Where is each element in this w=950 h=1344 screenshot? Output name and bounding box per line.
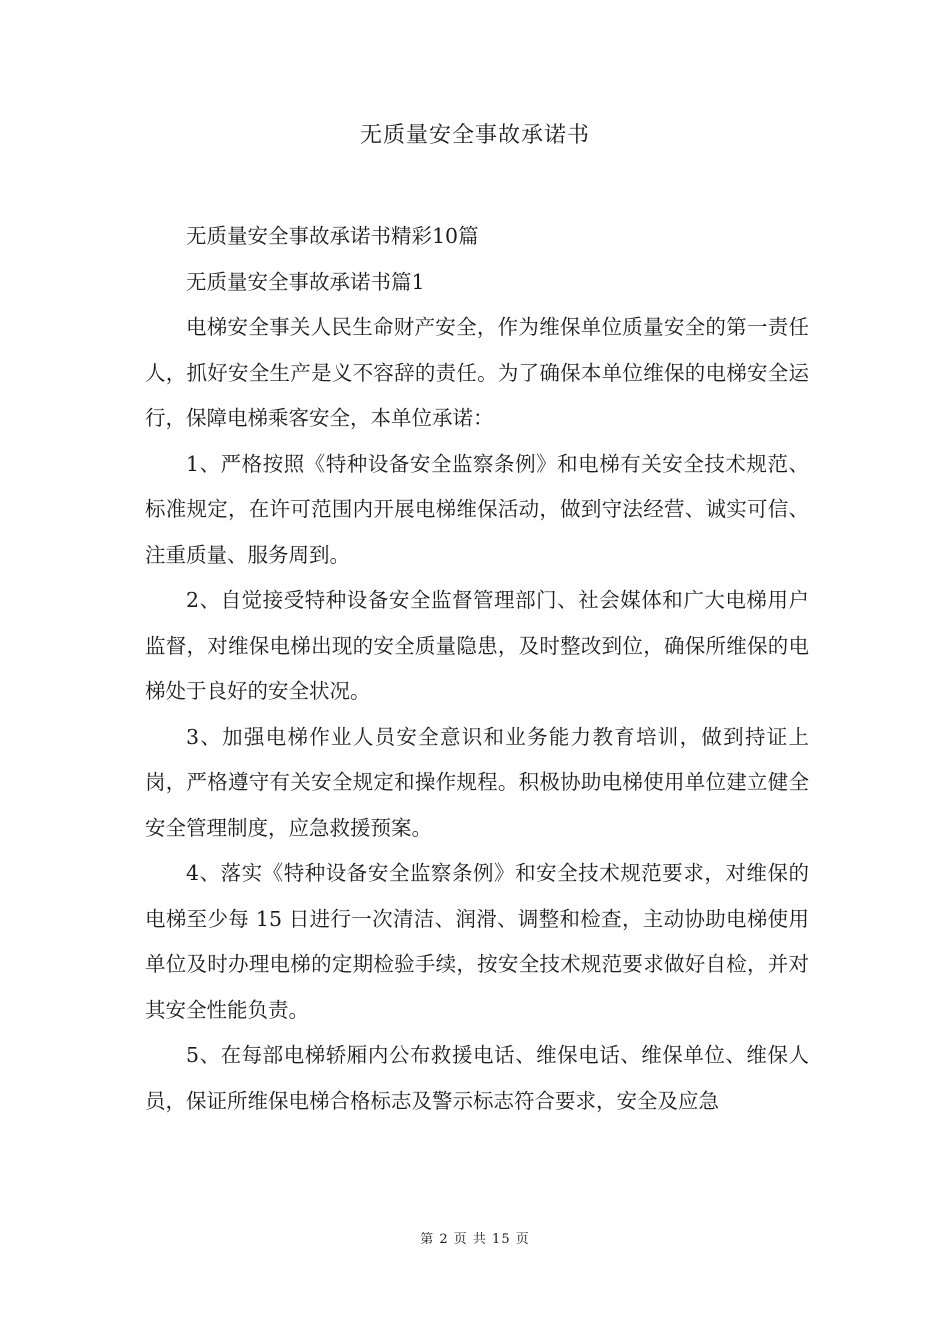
paragraph-intro: 电梯安全事关人民生命财产安全，作为维保单位质量安全的第一责任人，抓好安全生产是义不容辞的责任。为了确保本单位维保的电梯安全运行，保障电梯乘客安全，本单位承诺： xyxy=(145,315,809,430)
paragraph-item-3: 3、加强电梯作业人员安全意识和业务能力教育培训，做到持证上岗，严格遵守有关安全规定和操作规程。积极协助电梯使用单位建立健全安全管理制度，应急救援预案。 xyxy=(145,724,809,840)
paragraph-item-1: 1、严格按照《特种设备安全监察条例》和电梯有关安全技术规范、标准规定，在许可范围内开展电梯维保活动，做到守法经营、诚实可信、注重质量、服务周到。 xyxy=(145,451,809,567)
page-footer: 第 2 页 共 15 页 xyxy=(420,1232,530,1247)
paragraph-item-4: 4、落实《特种设备安全监察条例》和安全技术规范要求，对维保的电梯至少每 15 日进行一次清洁、润滑、调整和检查，主动协助电梯使用单位及时办理电梯的定期检验手续，按安全技术规范要求做好自检，并对其安全性能负责。 xyxy=(145,861,809,1022)
paragraph-item-2: 2、自觉接受特种设备安全监督管理部门、社会媒体和广大电梯用户监督，对维保电梯出现的安全质量隐患，及时整改到位，确保所维保的电梯处于良好的安全状况。 xyxy=(145,588,809,703)
document-body xyxy=(145,214,809,1124)
document-title: 无质量安全事故承诺书 xyxy=(359,123,590,148)
paragraph-item-5: 5、在每部电梯轿厢内公布救援电话、维保电话、维保单位、维保人员，保证所维保电梯合格标志及警示标志符合要求，安全及应急 xyxy=(145,1043,809,1113)
paragraph-section-heading: 无质量安全事故承诺书篇1 xyxy=(186,269,425,294)
paragraph-subtitle: 无质量安全事故承诺书精彩10篇 xyxy=(186,224,479,248)
